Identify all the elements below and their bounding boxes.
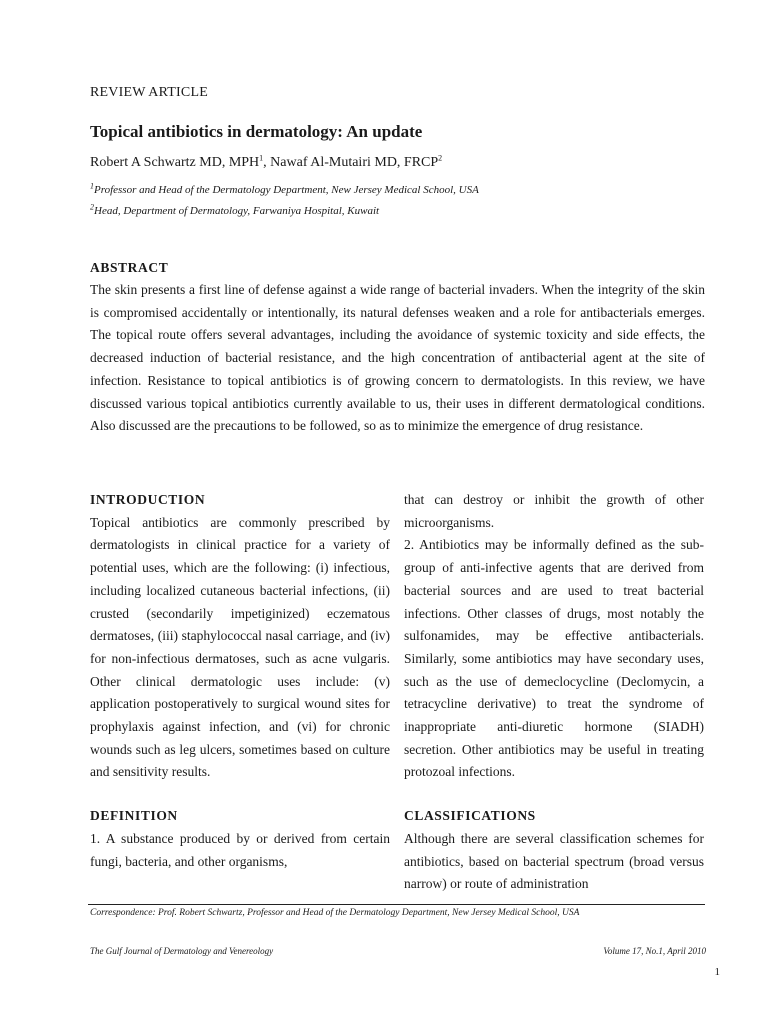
- classifications-text: Although there are several classification schemes for antibiotics, based on bacterial spectrum (broad versus narrow) or route of administration: [404, 830, 704, 892]
- correspondence-note: Correspondence: Prof. Robert Schwartz, Professor and Head of the Dermatology Department, New Jersey Medical School, USA: [90, 908, 580, 918]
- affiliation-marker: 2: [438, 153, 443, 163]
- right-column: [404, 489, 704, 896]
- definition-text-continued: that can destroy or inhibit the growth of other microorganisms.: [404, 492, 704, 530]
- page-number: 1: [714, 966, 720, 978]
- volume-info: Volume 17, No.1, April 2010: [603, 946, 706, 956]
- definition-text: 1. A substance produced by or derived from certain fungi, bacteria, and other organisms,: [90, 830, 390, 869]
- article-title: Topical antibiotics in dermatology: An update: [90, 122, 423, 141]
- author-name: Robert A Schwartz MD, MPH: [90, 155, 260, 170]
- author-line: [90, 155, 442, 171]
- affiliation-marker: 1: [90, 181, 94, 191]
- introduction-heading: INTRODUCTION: [90, 492, 206, 507]
- affiliation: [90, 181, 479, 196]
- definition-point-2: 2. Antibiotics may be informally defined as the sub-group of anti-infective agents that are derived from bacterial sources and are used to treat bacterial infections. Other classes of drugs, most notably the sulfonamides, may be effective antibacterials. Similarly, some antibiotics may have secondary uses, such as the use of demeclocycline (Declomycin, a tetracycline derivative) to treat the syndrome of inappropriate anti-diuretic hormone (SIADH) secretion. Other antibiotics may be useful in treating protozoal infections.: [404, 537, 704, 780]
- author-separator: ,: [263, 155, 271, 170]
- footnote-divider: [88, 904, 705, 905]
- affiliation-text: Head, Department of Dermatology, Farwaniya Hospital, Kuwait: [94, 205, 380, 217]
- definition-heading: DEFINITION: [90, 808, 178, 824]
- affiliation-text: Professor and Head of the Dermatology Department, New Jersey Medical School, USA: [94, 184, 479, 196]
- journal-name: The Gulf Journal of Dermatology and Venereology: [90, 946, 274, 956]
- affiliation: [90, 202, 380, 217]
- author-name: Nawaf Al-Mutairi MD, FRCP: [270, 155, 439, 170]
- affiliation-marker: 2: [90, 202, 94, 212]
- abstract-heading: ABSTRACT: [90, 260, 169, 275]
- classifications-heading: CLASSIFICATIONS: [404, 808, 536, 824]
- affiliation-marker: 1: [259, 153, 264, 163]
- left-column: [90, 489, 390, 873]
- abstract-text: The skin presents a first line of defense against a wide range of bacterial invaders. When the integrity of the skin is compromised accidentally or intentionally, its natural defenses weaken and a role for antibacterials emerges. The topical route offers several advantages, including the avoidance of systemic toxicity and side effects, the decreased induction of bacterial resistance, and the high concentration of antibacterial agent at the site of infection. Resistance to topical antibiotics is of growing concern to dermatologists. In this review, we have discussed various topical antibiotics currently available to us, their uses in different dermatological conditions. Also discussed are the precautions to be followed, so as to minimize the emergence of drug resistance.: [90, 282, 705, 434]
- article-type-label: REVIEW ARTICLE: [90, 85, 208, 100]
- introduction-text: Topical antibiotics are commonly prescribed by dermatologists in clinical practice for a variety of potential uses, which are the following: (i) infectious, including localized cutaneous bacterial infections, (ii) crusted (secondarily impetiginized) eczematous dermatoses, (iii) staphylococcal nasal carriage, and (iv) for non-infectious dermatoses, such as acne vulgaris. Other clinical dermatologic uses include: (v) application postoperatively to surgical wound sites for prophylaxis against infection, and (vi) for chronic wounds such as leg ulcers, sometimes based on culture and sensitivity results.: [90, 514, 390, 780]
